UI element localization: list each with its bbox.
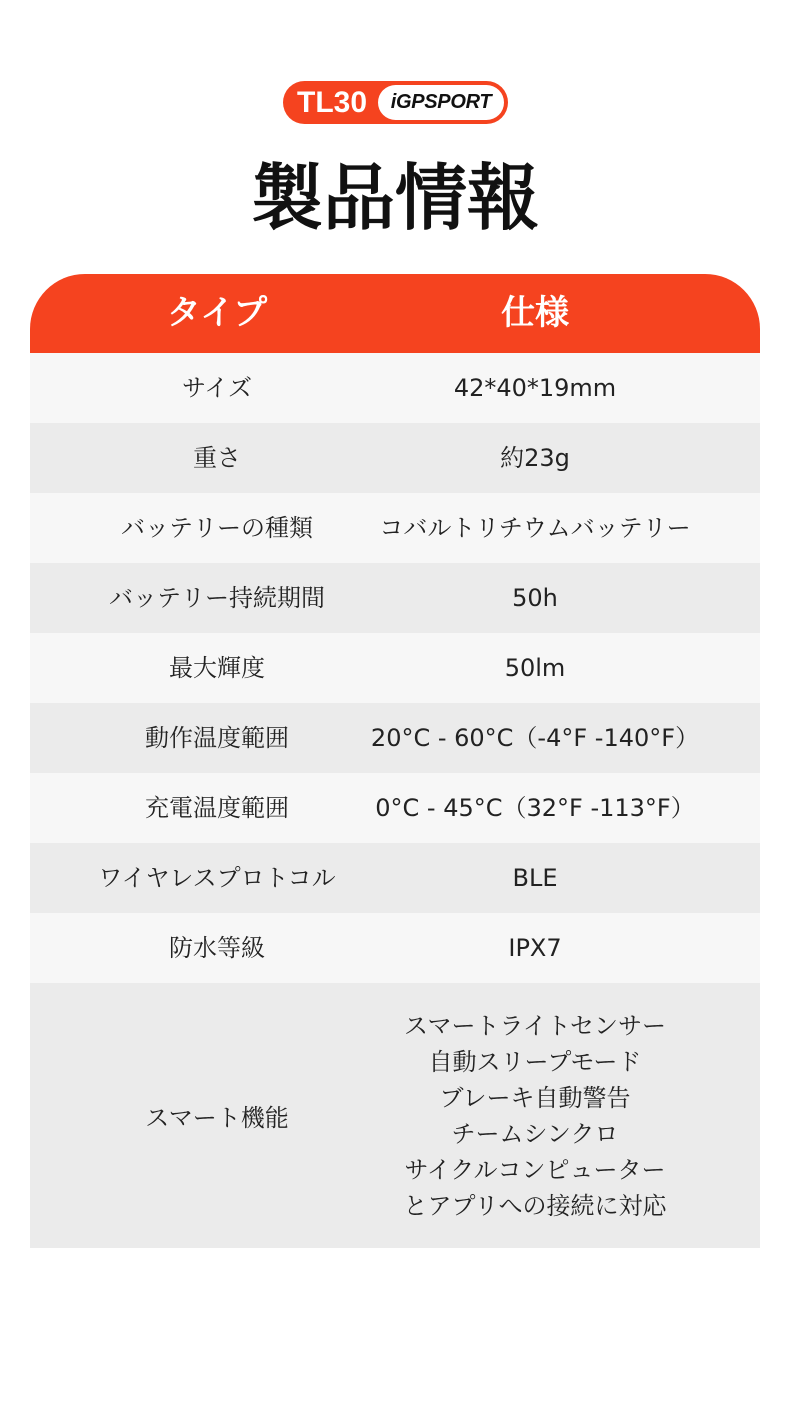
- row-value: IPX7: [508, 934, 562, 962]
- row-label: 充電温度範囲: [145, 794, 289, 822]
- page-title: 製品情報: [250, 156, 539, 240]
- table-row: [30, 563, 760, 633]
- table-row: [30, 353, 760, 423]
- row-label: ワイヤレスプロトコル: [98, 864, 336, 892]
- row-value-cell: [404, 563, 760, 633]
- table-row: [30, 493, 760, 563]
- row-label: バッテリーの種類: [121, 514, 313, 542]
- row-value: コバルトリチウムバッテリー: [379, 514, 691, 542]
- header-spec-label: 仕様: [501, 293, 569, 333]
- table-row: [30, 703, 760, 773]
- row-value-cell: [370, 703, 760, 773]
- list-item: ブレーキ自動警告: [439, 1083, 631, 1112]
- row-value: BLE: [512, 864, 558, 892]
- logo-model-name: TL30: [297, 86, 368, 119]
- row-label: 防水等級: [169, 934, 265, 962]
- row-value-cell: [404, 983, 760, 1248]
- row-value-cell: [375, 773, 760, 843]
- header-type: [30, 274, 404, 353]
- logo-brand-name: iGPSPORT: [390, 91, 492, 113]
- row-value-cell: [404, 353, 760, 423]
- row-label-cell: [30, 983, 404, 1248]
- row-value: 20°C - 60°C（-4°F -140°F）: [370, 724, 700, 752]
- row-label: バッテリー持続期間: [109, 584, 325, 612]
- table-row: [30, 983, 760, 1248]
- row-value-cell: [404, 423, 760, 493]
- logo-brand-pill: [378, 85, 504, 120]
- table-row: [30, 423, 760, 493]
- table-row: [30, 913, 760, 983]
- row-label: 動作温度範囲: [145, 724, 289, 752]
- row-value: 0°C - 45°C（32°F -113°F）: [375, 794, 695, 822]
- row-label: サイズ: [181, 374, 253, 402]
- row-label: 重さ: [193, 444, 241, 472]
- list-item: スマートライトセンサー: [403, 1011, 667, 1040]
- spec-table: [30, 274, 760, 1248]
- table-row: [30, 843, 760, 913]
- table-row: [30, 633, 760, 703]
- row-value: 50h: [512, 584, 558, 612]
- row-value-cell: [404, 913, 760, 983]
- table-row: [30, 773, 760, 843]
- smart-feature-list: [403, 1008, 666, 1224]
- row-value: 約23g: [500, 444, 570, 472]
- header-type-label: タイプ: [166, 293, 268, 333]
- list-item: チームシンクロ: [451, 1119, 619, 1148]
- list-item: とアプリへの接続に対応: [403, 1191, 667, 1220]
- row-label: スマート機能: [145, 1104, 289, 1132]
- row-label: 最大輝度: [169, 654, 265, 682]
- brand-logo: [283, 81, 508, 124]
- spec-table-header: [30, 274, 760, 353]
- row-value-cell: [379, 493, 760, 563]
- row-value-cell: [404, 633, 760, 703]
- header-spec: [404, 274, 760, 353]
- list-item: サイクルコンピューター: [404, 1155, 666, 1184]
- row-value: 50lm: [504, 654, 566, 682]
- list-item: 自動スリープモード: [428, 1047, 642, 1076]
- row-value-cell: [404, 843, 760, 913]
- row-value: 42*40*19mm: [453, 374, 617, 402]
